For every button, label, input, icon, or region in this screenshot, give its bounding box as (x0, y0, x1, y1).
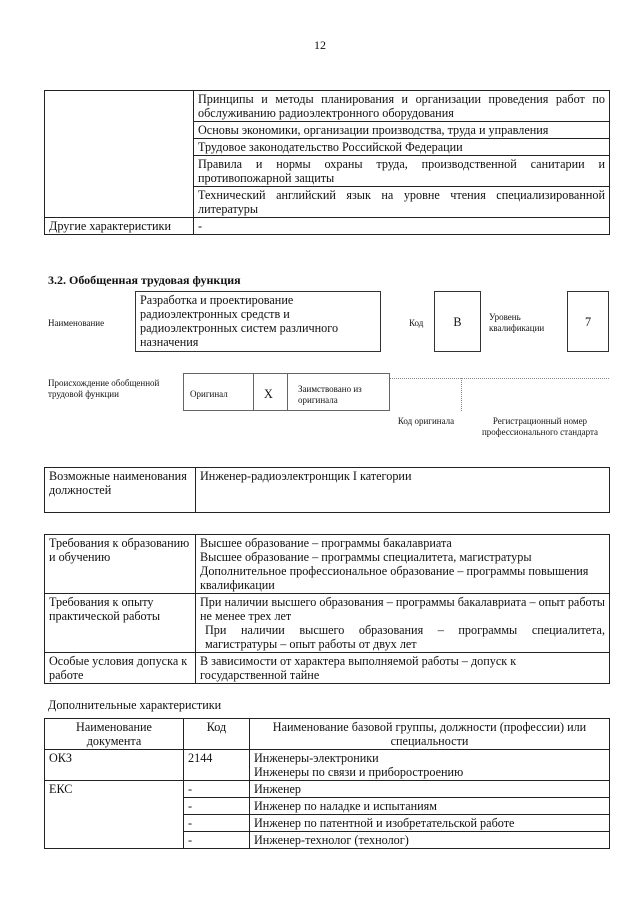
requirements-table (44, 534, 610, 684)
okz-doc: ОКЗ (45, 750, 184, 781)
other-characteristics-label: Другие характеристики (45, 218, 194, 235)
table-row (45, 781, 610, 798)
education-values (196, 535, 610, 594)
experience-line: При наличии высшего образования – программы специалитета, магистратуры – опыт работы от двух лет (205, 623, 605, 651)
section-title: 3.2. Обобщенная трудовая функция (48, 273, 241, 287)
borrowed-label: Заимствовано из оригинала (298, 384, 362, 405)
knowledge-item: Трудовое законодательство Российской Федерации (194, 139, 610, 156)
education-label: Требования к образованию и обучению (45, 535, 196, 594)
eks-name: Инженер-технолог (технолог) (250, 832, 610, 849)
okz-names (250, 750, 610, 781)
knowledge-item: Технический английский язык на уровне чтения специализированной литературы (194, 187, 610, 218)
code-box (434, 291, 481, 352)
level-value: 7 (584, 315, 592, 329)
table-row (45, 750, 610, 781)
eks-name: Инженер (250, 781, 610, 798)
knowledge-item: Принципы и методы планирования и организации проведения работ по обслуживанию радиоэлектронного оборудования (194, 91, 610, 122)
eks-code: - (184, 815, 250, 832)
code-original-caption: Код оригинала (397, 416, 455, 426)
original-label: Оригинал (190, 389, 228, 399)
table-row (45, 468, 610, 513)
eks-doc: ЕКС (45, 781, 184, 849)
knowledge-table (44, 90, 610, 235)
positions-label: Возможные наименования должностей (45, 468, 196, 513)
other-characteristics-value: - (194, 218, 610, 235)
positions-table (44, 467, 610, 513)
eks-code: - (184, 798, 250, 815)
level-box (567, 291, 609, 352)
table-row (45, 653, 610, 684)
reg-number-field (461, 378, 609, 379)
header-document: Наименование документа (45, 719, 184, 750)
name-label: Наименование (48, 318, 105, 328)
positions-value: Инженер-радиоэлектронщик I категории (196, 468, 610, 513)
knowledge-item: Основы экономики, организации производства, труда и управления (194, 122, 610, 139)
experience-label: Требования к опыту практической работы (45, 594, 196, 653)
page-number: 12 (314, 38, 326, 52)
function-name-value: Разработка и проектирование радиоэлектронных средств и радиоэлектронных систем различного назначения (140, 293, 339, 349)
okz-code: 2144 (184, 750, 250, 781)
field-divider (461, 378, 462, 411)
code-original-field (390, 378, 461, 379)
origin-divider-1 (253, 373, 254, 411)
experience-line: При наличии высшего образования – программы бакалавриата – опыт работы не менее трех лет (200, 595, 605, 623)
code-value: B (453, 315, 462, 329)
eks-name: Инженер по патентной и изобретательской работе (250, 815, 610, 832)
header-group-name: Наименование базовой группы, должности (профессии) или специальности (250, 719, 610, 750)
extra-title: Дополнительные характеристики (48, 698, 222, 712)
okz-name: Инженеры по связи и приборостроению (254, 765, 464, 779)
experience-values (196, 594, 610, 653)
education-line: Высшее образование – программы бакалавриата (200, 536, 452, 550)
table-row (45, 218, 610, 235)
table-row (45, 594, 610, 653)
eks-name: Инженер по наладке и испытаниям (250, 798, 610, 815)
level-label: Уровень квалификации (489, 312, 545, 333)
okz-name: Инженеры-электроники (254, 751, 379, 765)
eks-code: - (184, 832, 250, 849)
education-line: Высшее образование – программы специалитета, магистратуры (200, 550, 532, 564)
reg-number-caption: Регистрационный номер профессионального стандарта (481, 416, 599, 437)
code-label: Код (409, 318, 424, 328)
education-line: Дополнительное профессиональное образование – программы повышения квалификации (200, 564, 589, 592)
origin-label: Происхождение обобщенной трудовой функции (48, 378, 160, 399)
extra-characteristics-table (44, 718, 610, 849)
table-row (45, 535, 610, 594)
function-name-box (135, 291, 381, 352)
original-mark: X (264, 387, 273, 401)
origin-divider-2 (287, 373, 288, 411)
table-row (45, 91, 610, 122)
special-conditions-value: В зависимости от характера выполняемой работы – допуск к государственной тайне (196, 653, 610, 684)
header-code: Код (184, 719, 250, 750)
eks-code: - (184, 781, 250, 798)
table-row (45, 719, 610, 750)
knowledge-item: Правила и нормы охраны труда, производственной санитарии и противопожарной защиты (194, 156, 610, 187)
special-conditions-label: Особые условия допуска к работе (45, 653, 196, 684)
empty-label-cell (45, 91, 194, 218)
